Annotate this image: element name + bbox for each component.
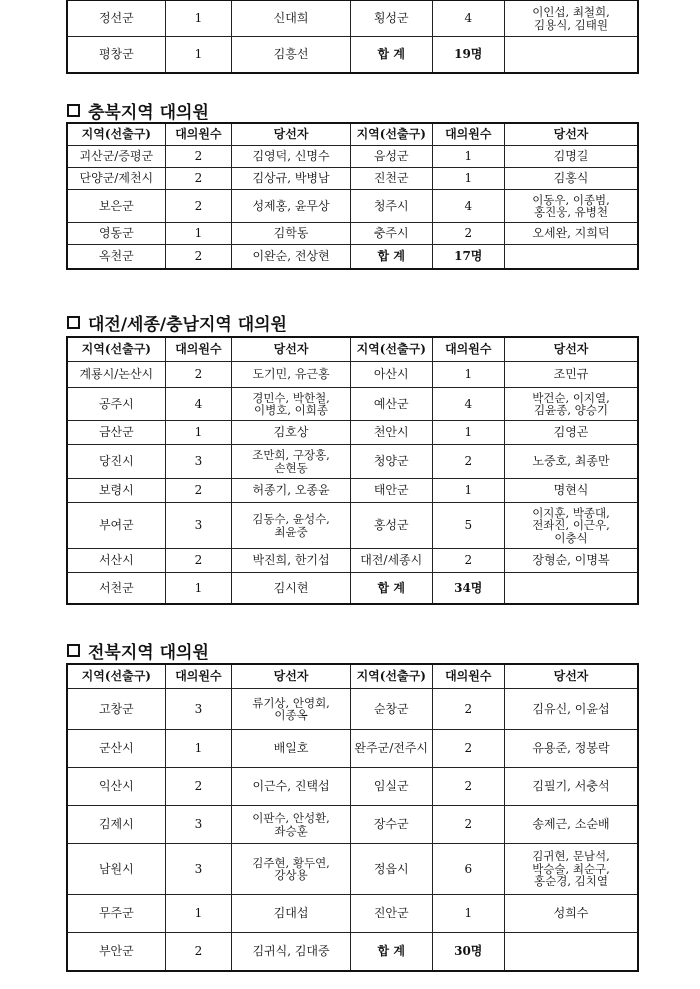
- cell-count-left: 2: [165, 168, 231, 190]
- cell-region-right: 완주군/전주시: [350, 730, 432, 768]
- cell-count-left: 1: [165, 421, 231, 445]
- cell-count-left: 2: [165, 190, 231, 223]
- cell-count-right: 4: [432, 1, 505, 37]
- cell-winners-left: 조만희, 구장홍, 손현동: [232, 445, 351, 479]
- cell-winners-right: [505, 245, 638, 269]
- section-title-text: 전북지역 대의원: [88, 642, 209, 663]
- cell-winners-left: 김동수, 윤성수, 최윤중: [232, 503, 351, 549]
- section-title-chungbuk: [67, 99, 209, 121]
- cell-count-right: 19명: [432, 37, 505, 73]
- cell-region-right: 합 계: [350, 933, 432, 971]
- cell-region-right: 임실군: [350, 768, 432, 806]
- cell-count-right: 1: [432, 168, 505, 190]
- table-row: [68, 445, 638, 479]
- daejeon-sejong-chungnam-delegate-table: [67, 337, 638, 604]
- cell-count-right: 4: [432, 190, 505, 223]
- cell-region-left: 당진시: [68, 445, 166, 479]
- cell-count-left: 4: [165, 388, 231, 421]
- table-row: [68, 806, 638, 844]
- cell-winners-left: 성제홍, 윤무상: [232, 190, 351, 223]
- section-title-jeonbuk: [67, 639, 209, 661]
- table-row: [68, 689, 638, 730]
- cell-count-left: 3: [165, 689, 231, 730]
- header-count-right: 대의원수: [432, 665, 505, 689]
- header-region-left: 지역(선출구): [68, 124, 166, 146]
- cell-region-left: 보령시: [68, 479, 166, 503]
- cell-count-left: 3: [165, 806, 231, 844]
- cell-region-left: 서산시: [68, 549, 166, 573]
- header-region-left: 지역(선출구): [68, 665, 166, 689]
- table-row: [68, 1, 638, 37]
- cell-region-right: 합 계: [350, 245, 432, 269]
- cell-winners-right: [505, 37, 638, 73]
- cell-region-left: 익산시: [68, 768, 166, 806]
- cell-count-right: 1: [432, 479, 505, 503]
- table-row: [68, 503, 638, 549]
- cell-region-left: 무주군: [68, 895, 166, 933]
- table-row: [68, 168, 638, 190]
- gangwon-continuation-table: [67, 0, 638, 73]
- cell-count-right: 34명: [432, 573, 505, 604]
- cell-region-right: 합 계: [350, 573, 432, 604]
- cell-count-left: 1: [165, 895, 231, 933]
- cell-region-right: 합 계: [350, 37, 432, 73]
- table-row: [68, 223, 638, 245]
- cell-winners-left: 김귀식, 김대중: [232, 933, 351, 971]
- header-winners-right: 당선자: [505, 338, 638, 362]
- cell-winners-right: [505, 933, 638, 971]
- cell-region-left: 옥천군: [68, 245, 166, 269]
- cell-count-right: 2: [432, 730, 505, 768]
- cell-count-right: 2: [432, 806, 505, 844]
- cell-count-left: 2: [165, 479, 231, 503]
- cell-count-left: 3: [165, 503, 231, 549]
- header-region-right: 지역(선출구): [350, 124, 432, 146]
- cell-region-left: 부여군: [68, 503, 166, 549]
- cell-count-left: 1: [165, 223, 231, 245]
- header-winners-left: 당선자: [232, 665, 351, 689]
- cell-region-left: 서천군: [68, 573, 166, 604]
- cell-winners-right: [505, 573, 638, 604]
- cell-winners-left: 이판수, 안성환, 좌승훈: [232, 806, 351, 844]
- cell-region-left: 금산군: [68, 421, 166, 445]
- cell-region-right: 청양군: [350, 445, 432, 479]
- cell-winners-left: 박진희, 한기섭: [232, 549, 351, 573]
- table-header-row: [68, 338, 638, 362]
- cell-count-right: 1: [432, 146, 505, 168]
- jeonbuk-delegate-table: [67, 664, 638, 971]
- cell-winners-right: 박건순, 이지열, 김윤종, 양승기: [505, 388, 638, 421]
- header-winners-left: 당선자: [232, 338, 351, 362]
- cell-count-right: 2: [432, 223, 505, 245]
- cell-count-right: 2: [432, 768, 505, 806]
- cell-winners-left: 김흥선: [232, 37, 351, 73]
- cell-region-left: 계룡시/논산시: [68, 362, 166, 388]
- cell-winners-left: 김대섭: [232, 895, 351, 933]
- cell-count-right: 17명: [432, 245, 505, 269]
- cell-count-right: 1: [432, 362, 505, 388]
- cell-region-right: 예산군: [350, 388, 432, 421]
- cell-count-left: 2: [165, 362, 231, 388]
- cell-region-left: 단양군/제천시: [68, 168, 166, 190]
- cell-winners-right: 조민규: [505, 362, 638, 388]
- cell-count-right: 4: [432, 388, 505, 421]
- cell-winners-right: 송제근, 소순배: [505, 806, 638, 844]
- cell-region-right: 횡성군: [350, 1, 432, 37]
- cell-winners-left: 경민수, 박한철, 이병호, 이희종: [232, 388, 351, 421]
- cell-winners-left: 배일호: [232, 730, 351, 768]
- cell-region-right: 충주시: [350, 223, 432, 245]
- cell-region-left: 남원시: [68, 844, 166, 895]
- cell-region-left: 정선군: [68, 1, 166, 37]
- cell-region-right: 음성군: [350, 146, 432, 168]
- cell-winners-right: 김명길: [505, 146, 638, 168]
- header-winners-left: 당선자: [232, 124, 351, 146]
- cell-winners-left: 김영덕, 신명수: [232, 146, 351, 168]
- table-row: [68, 844, 638, 895]
- cell-region-left: 보은군: [68, 190, 166, 223]
- header-region-right: 지역(선출구): [350, 338, 432, 362]
- table-row: [68, 573, 638, 604]
- table-row: [68, 421, 638, 445]
- section-title-daejeon-sejong-chungnam: [67, 311, 287, 333]
- header-count-left: 대의원수: [165, 338, 231, 362]
- cell-winners-left: 김주현, 황두연, 강상용: [232, 844, 351, 895]
- cell-winners-right: 유용준, 정봉락: [505, 730, 638, 768]
- header-count-left: 대의원수: [165, 124, 231, 146]
- cell-region-right: 장수군: [350, 806, 432, 844]
- cell-region-left: 부안군: [68, 933, 166, 971]
- cell-winners-right: 노중호, 최종만: [505, 445, 638, 479]
- cell-winners-right: 명현식: [505, 479, 638, 503]
- cell-count-left: 2: [165, 933, 231, 971]
- header-region-right: 지역(선출구): [350, 665, 432, 689]
- cell-count-left: 2: [165, 549, 231, 573]
- cell-count-left: 1: [165, 573, 231, 604]
- cell-count-right: 1: [432, 421, 505, 445]
- cell-region-left: 공주시: [68, 388, 166, 421]
- table-row: [68, 933, 638, 971]
- cell-winners-left: 신대희: [232, 1, 351, 37]
- cell-winners-left: 김시현: [232, 573, 351, 604]
- cell-winners-left: 도기민, 유근홍: [232, 362, 351, 388]
- cell-region-right: 정읍시: [350, 844, 432, 895]
- checkbox-square-icon: [67, 316, 80, 329]
- cell-region-left: 고창군: [68, 689, 166, 730]
- cell-winners-right: 성희수: [505, 895, 638, 933]
- cell-region-right: 대전/세종시: [350, 549, 432, 573]
- cell-region-right: 진안군: [350, 895, 432, 933]
- cell-region-right: 순창군: [350, 689, 432, 730]
- table-header-row: [68, 124, 638, 146]
- cell-count-left: 1: [165, 730, 231, 768]
- cell-count-right: 6: [432, 844, 505, 895]
- chungbuk-delegate-table: [67, 123, 638, 269]
- cell-winners-right: 김필기, 서충석: [505, 768, 638, 806]
- header-winners-right: 당선자: [505, 124, 638, 146]
- cell-winners-right: 오세완, 지희덕: [505, 223, 638, 245]
- table-row: [68, 388, 638, 421]
- checkbox-square-icon: [67, 104, 80, 117]
- cell-region-right: 진천군: [350, 168, 432, 190]
- cell-winners-left: 이근수, 진택섭: [232, 768, 351, 806]
- cell-region-left: 영동군: [68, 223, 166, 245]
- cell-winners-right: 김홍식: [505, 168, 638, 190]
- cell-winners-left: 김학동: [232, 223, 351, 245]
- cell-count-left: 3: [165, 445, 231, 479]
- cell-count-right: 2: [432, 689, 505, 730]
- cell-region-right: 태안군: [350, 479, 432, 503]
- section-title-text: 대전/세종/충남지역 대의원: [88, 314, 287, 335]
- header-winners-right: 당선자: [505, 665, 638, 689]
- cell-count-left: 1: [165, 1, 231, 37]
- cell-region-left: 평창군: [68, 37, 166, 73]
- table-header-row: [68, 665, 638, 689]
- table-row: [68, 730, 638, 768]
- table-row: [68, 190, 638, 223]
- cell-winners-left: 류기상, 안영회, 이종옥: [232, 689, 351, 730]
- checkbox-square-icon: [67, 644, 80, 657]
- table-row: [68, 549, 638, 573]
- header-count-right: 대의원수: [432, 124, 505, 146]
- cell-region-left: 군산시: [68, 730, 166, 768]
- cell-region-left: 김제시: [68, 806, 166, 844]
- table-row: [68, 479, 638, 503]
- section-title-text: 충북지역 대의원: [88, 102, 209, 123]
- cell-winners-right: 이동우, 이종범, 홍진웅, 유병천: [505, 190, 638, 223]
- cell-winners-right: 이지훈, 박종대, 전좌진, 이근우, 이충식: [505, 503, 638, 549]
- cell-winners-left: 김상규, 박병남: [232, 168, 351, 190]
- cell-count-right: 30명: [432, 933, 505, 971]
- cell-count-right: 5: [432, 503, 505, 549]
- cell-winners-right: 장형순, 이명복: [505, 549, 638, 573]
- cell-winners-left: 이완순, 전상현: [232, 245, 351, 269]
- header-count-right: 대의원수: [432, 338, 505, 362]
- cell-winners-left: 김호상: [232, 421, 351, 445]
- cell-region-right: 아산시: [350, 362, 432, 388]
- cell-count-right: 2: [432, 445, 505, 479]
- table-row: [68, 146, 638, 168]
- table-row: [68, 37, 638, 73]
- cell-count-left: 1: [165, 37, 231, 73]
- cell-winners-right: 김유신, 이윤섭: [505, 689, 638, 730]
- table-row: [68, 895, 638, 933]
- table-row: [68, 362, 638, 388]
- cell-winners-right: 이인섭, 최철희, 김용식, 김태원: [505, 1, 638, 37]
- cell-count-right: 1: [432, 895, 505, 933]
- cell-winners-right: 김귀현, 문남석, 박승술, 최순구, 홍순경, 김치열: [505, 844, 638, 895]
- header-region-left: 지역(선출구): [68, 338, 166, 362]
- cell-count-left: 2: [165, 768, 231, 806]
- cell-region-right: 홍성군: [350, 503, 432, 549]
- cell-region-right: 청주시: [350, 190, 432, 223]
- cell-count-left: 2: [165, 146, 231, 168]
- cell-winners-left: 허종기, 오종윤: [232, 479, 351, 503]
- header-count-left: 대의원수: [165, 665, 231, 689]
- cell-region-right: 천안시: [350, 421, 432, 445]
- cell-count-left: 3: [165, 844, 231, 895]
- cell-region-left: 괴산군/증평군: [68, 146, 166, 168]
- table-row: [68, 245, 638, 269]
- table-row: [68, 768, 638, 806]
- cell-count-left: 2: [165, 245, 231, 269]
- cell-winners-right: 김영곤: [505, 421, 638, 445]
- cell-count-right: 2: [432, 549, 505, 573]
